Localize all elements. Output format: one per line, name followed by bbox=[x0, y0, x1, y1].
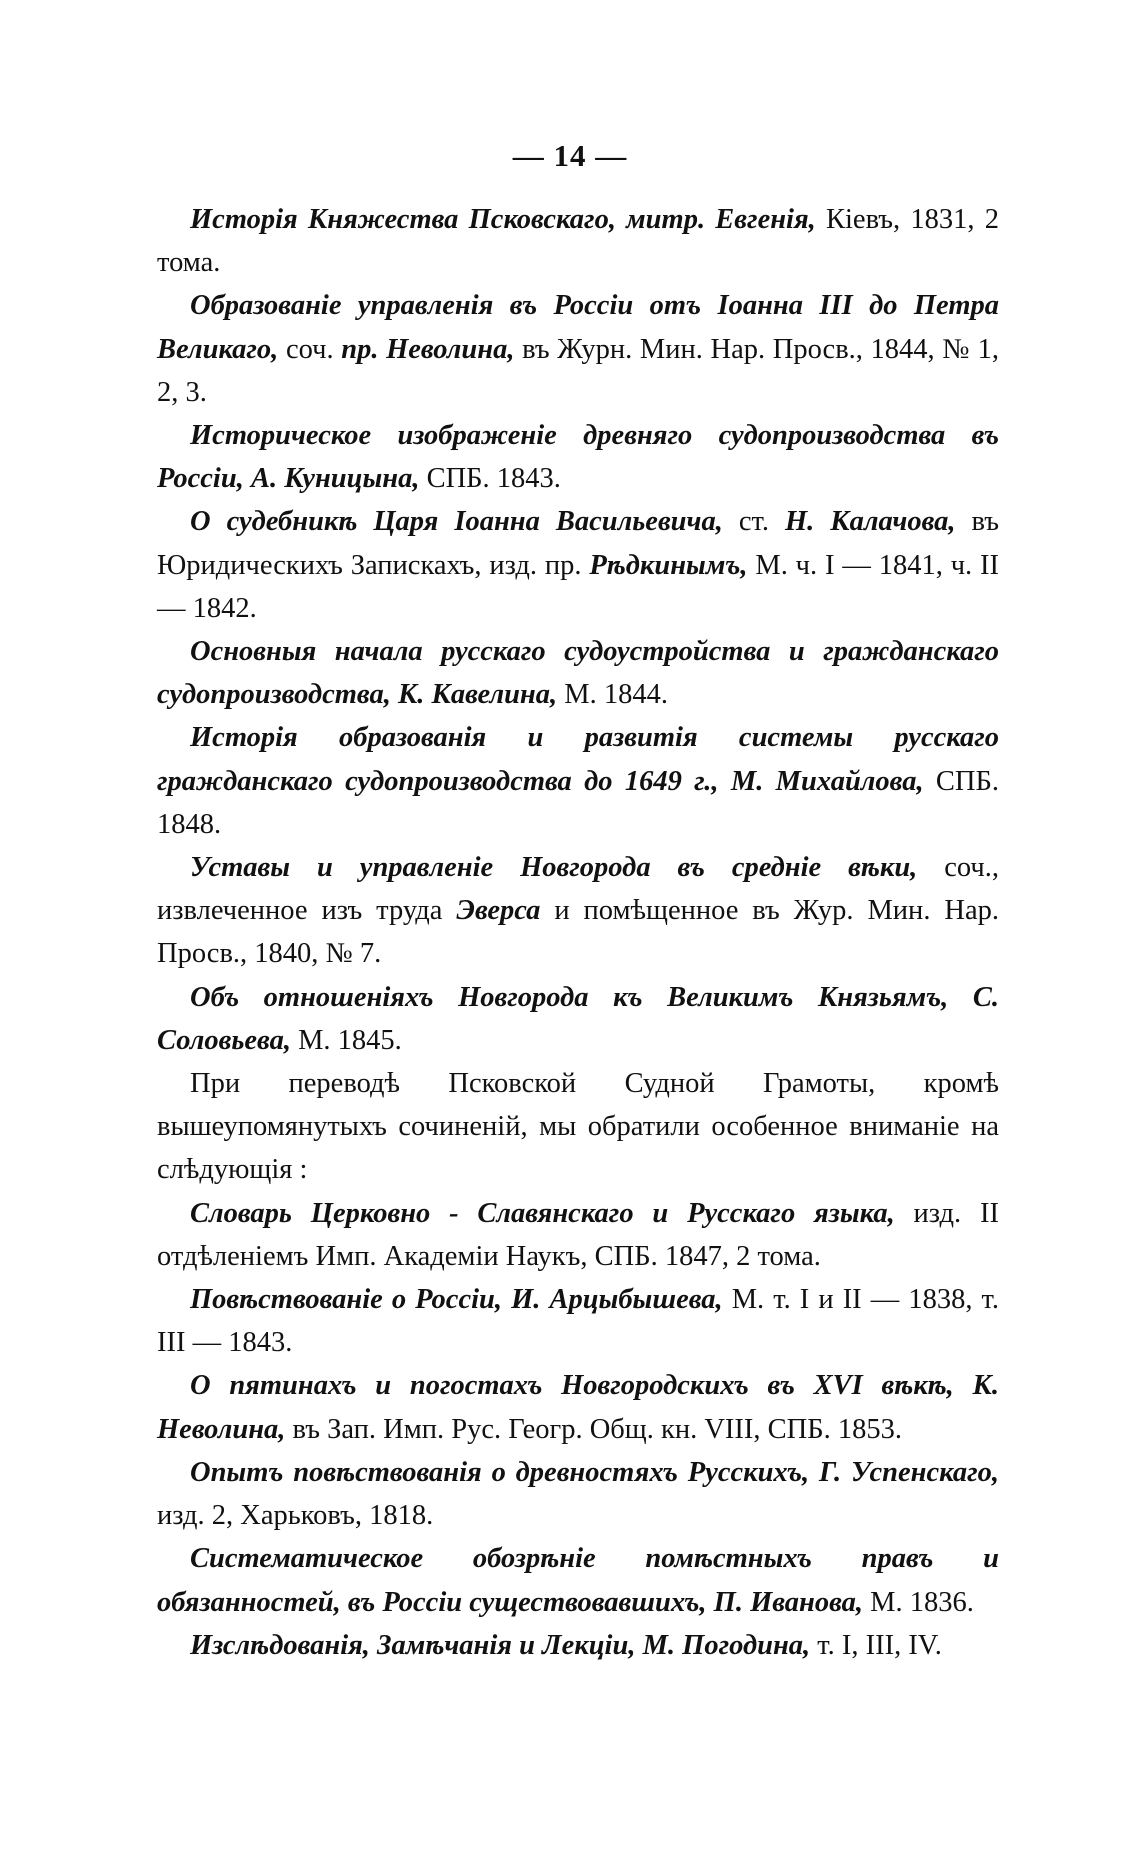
bibliography-entry bbox=[157, 976, 999, 1062]
entry-publication: въ Журн. Мин. Нар. Просв., 1844, № 1, 2, 3. bbox=[157, 333, 1000, 408]
entry-title: Историческое изображеніе древняго судопроизводства въ Россіи, А. Куницына, bbox=[157, 420, 999, 495]
bibliography-entry bbox=[157, 846, 999, 976]
entry-title: Объ отношеніяхъ Новгорода къ Великимъ Князьямъ, С. Соловьева, bbox=[157, 981, 999, 1056]
entry-publication: въ Зап. Имп. Рус. Геогр. Общ. кн. VIII, СПБ. 1853. bbox=[285, 1413, 902, 1445]
entry-text: соч., извлеченное изъ труда bbox=[157, 852, 999, 927]
entry-text: въ Юридическихъ Запискахъ, изд. пр. bbox=[157, 506, 999, 581]
bibliography-entry bbox=[157, 500, 999, 630]
entry-title: О судебникѣ Царя Іоанна Васильевича, bbox=[190, 506, 723, 538]
entry-title: Повѣствованіе о Россіи, И. Арцыбышева, bbox=[190, 1284, 723, 1316]
entry-title: О пятинахъ и погостахъ Новгородскихъ въ XVI вѣкѣ, К. Неволина, bbox=[157, 1370, 999, 1445]
body-paragraph bbox=[157, 1062, 999, 1192]
entry-text: соч. bbox=[278, 333, 342, 365]
entry-publication: т. I, III, IV. bbox=[810, 1629, 942, 1661]
entry-title: Систематическое обозрѣніе помѣстныхъ правъ и обязанностей, въ Россіи существовавшихъ, П. Иванова, bbox=[157, 1543, 999, 1618]
entry-publisher: Рѣдкинымъ, bbox=[589, 549, 748, 581]
bibliography-entry bbox=[157, 716, 999, 846]
entry-publication: М. т. I и II — 1838, т. III — 1843. bbox=[157, 1284, 999, 1359]
entry-publication: изд. 2, Харьковъ, 1818. bbox=[157, 1500, 434, 1532]
entry-title: Опытъ повѣствованія о древностяхъ Русскихъ, Г. Успенскаго, bbox=[190, 1456, 999, 1488]
entry-publication: М. 1845. bbox=[290, 1024, 402, 1056]
entry-publication: М. 1836. bbox=[863, 1586, 974, 1618]
entry-author: пр. Неволина, bbox=[341, 333, 515, 365]
entry-title: Словарь Церковно - Славянскаго и Русскаго языка, bbox=[190, 1197, 895, 1229]
entry-author: Н. Калачова, bbox=[784, 506, 956, 538]
entry-publication: Кіевъ, 1831, 2 тома. bbox=[157, 204, 999, 279]
page-number: — 14 — bbox=[512, 138, 628, 173]
entry-publication: изд. II отдѣленіемъ Имп. Академіи Наукъ, СПБ. 1847, 2 тома. bbox=[157, 1197, 999, 1272]
entry-title: Изслѣдованія, Замѣчанія и Лекціи, М. Погодина, bbox=[190, 1629, 811, 1661]
entry-publication: и помѣщенное въ Жур. Мин. Нар. Просв., 1840, № 7. bbox=[157, 895, 999, 970]
bibliography-entry bbox=[157, 630, 999, 716]
bibliography-entry bbox=[157, 284, 999, 414]
entry-publication: М. ч. I — 1841, ч. II — 1842. bbox=[157, 549, 999, 624]
paragraph-text: При переводѣ Псковской Судной Грамоты, кромѣ вышеупомянутыхъ сочиненій, мы обратили особенное вниманіе на слѣдующія : bbox=[157, 1068, 999, 1186]
bibliography-entry bbox=[157, 414, 999, 500]
bibliography-entry bbox=[157, 1537, 999, 1623]
entry-publication: М. 1844. bbox=[557, 679, 668, 711]
entry-title: Уставы и управленіе Новгорода въ средніе вѣки, bbox=[190, 852, 918, 884]
bibliography-list bbox=[157, 198, 999, 1667]
entry-author: Эверса bbox=[456, 895, 541, 927]
bibliography-entry bbox=[157, 198, 999, 284]
entry-title: Основныя начала русскаго судоустройства и гражданскаго судопроизводства, К. Кавелина, bbox=[157, 636, 999, 711]
entry-title: Исторія Княжества Псковскаго, митр. Евгенія, bbox=[190, 204, 816, 235]
entry-title: Исторія образованія и развитія системы русскаго гражданскаго судопроизводства до 1649 г., М. Михайлова, bbox=[157, 722, 999, 797]
entry-publication: СПБ. 1848. bbox=[157, 765, 999, 840]
bibliography-entry bbox=[157, 1364, 999, 1450]
entry-text: ст. bbox=[722, 506, 785, 538]
bibliography-entry bbox=[157, 1192, 999, 1278]
bibliography-entry bbox=[157, 1278, 999, 1364]
entry-publication: СПБ. 1843. bbox=[419, 463, 561, 495]
bibliography-entry bbox=[157, 1451, 999, 1537]
bibliography-entry bbox=[157, 1624, 999, 1667]
entry-title: Образованіе управленія въ Россіи отъ Іоанна III до Петра Великаго, bbox=[157, 290, 999, 365]
